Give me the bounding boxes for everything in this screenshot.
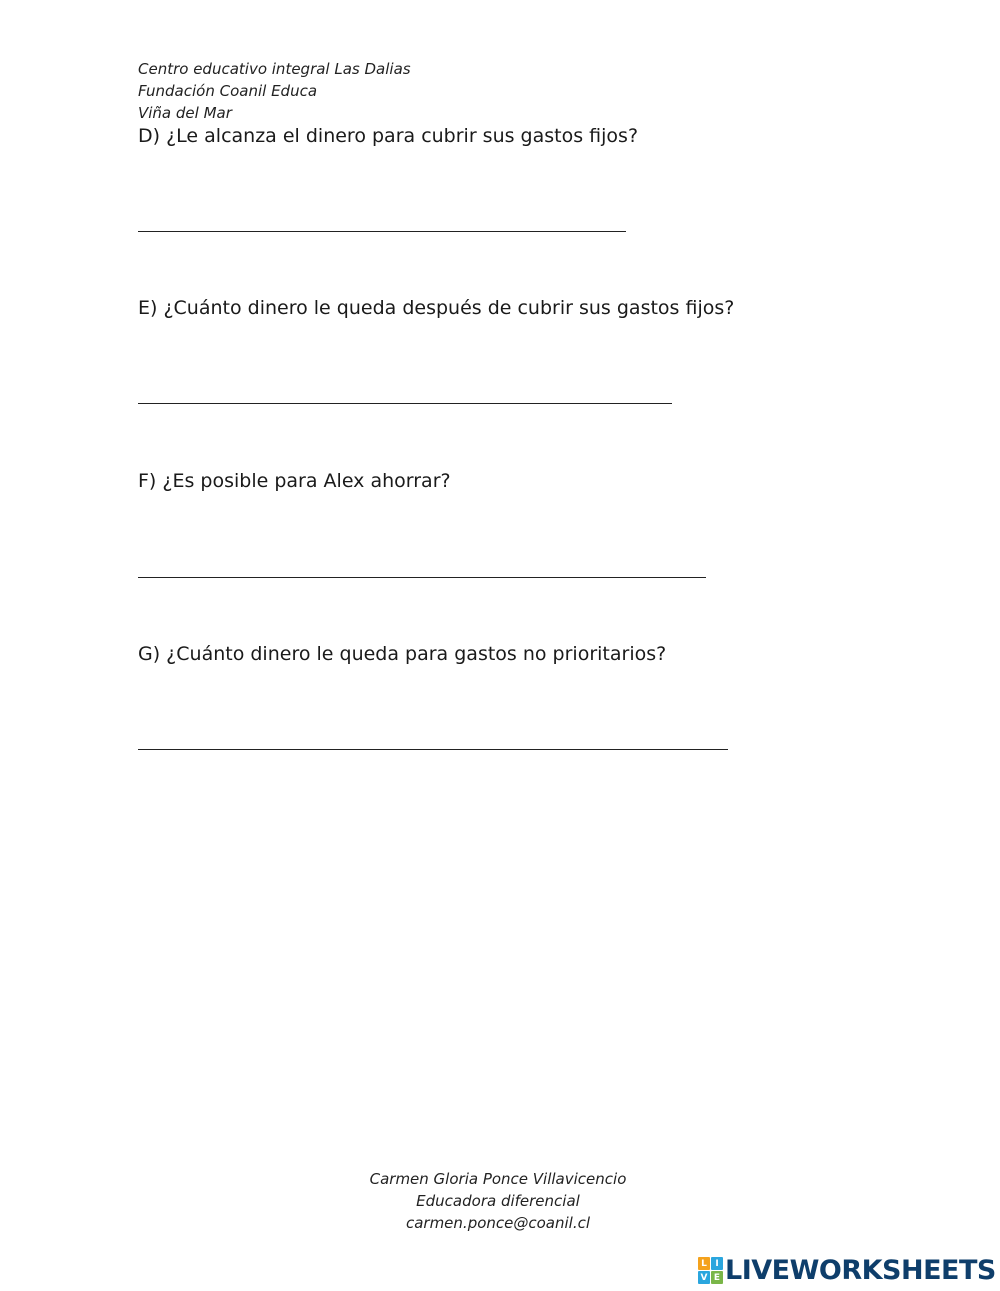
logo-tile-v: V	[698, 1271, 710, 1284]
question-d: D) ¿Le alcanza el dinero para cubrir sus gastos fijos?	[138, 125, 639, 147]
foundation-name: Fundación Coanil Educa	[138, 82, 318, 100]
answer-line-d[interactable]	[138, 231, 626, 232]
question-f: F) ¿Es posible para Alex ahorrar?	[138, 470, 451, 492]
answer-line-f[interactable]	[138, 577, 706, 578]
question-g: G) ¿Cuánto dinero le queda para gastos no prioritarios?	[138, 643, 667, 665]
liveworksheets-brand	[698, 1255, 996, 1285]
author-role: Educadora diferencial	[416, 1192, 580, 1210]
document-footer	[0, 1168, 996, 1234]
answer-line-g[interactable]	[138, 749, 728, 750]
liveworksheets-logo-icon	[698, 1257, 722, 1283]
author-name: Carmen Gloria Ponce Villavicencio	[369, 1170, 627, 1188]
logo-tile-e: E	[711, 1271, 723, 1284]
author-email: carmen.ponce@coanil.cl	[405, 1214, 591, 1232]
document-header	[138, 58, 411, 124]
brand-name: LIVEWORKSHEETS	[725, 1254, 996, 1286]
logo-tile-i: I	[711, 1257, 723, 1270]
school-name: Centro educativo integral Las Dalias	[138, 60, 411, 78]
question-e: E) ¿Cuánto dinero le queda después de cubrir sus gastos fijos?	[138, 297, 735, 319]
city-name: Viña del Mar	[138, 104, 232, 122]
logo-tile-l: L	[698, 1257, 710, 1270]
answer-line-e[interactable]	[138, 403, 672, 404]
